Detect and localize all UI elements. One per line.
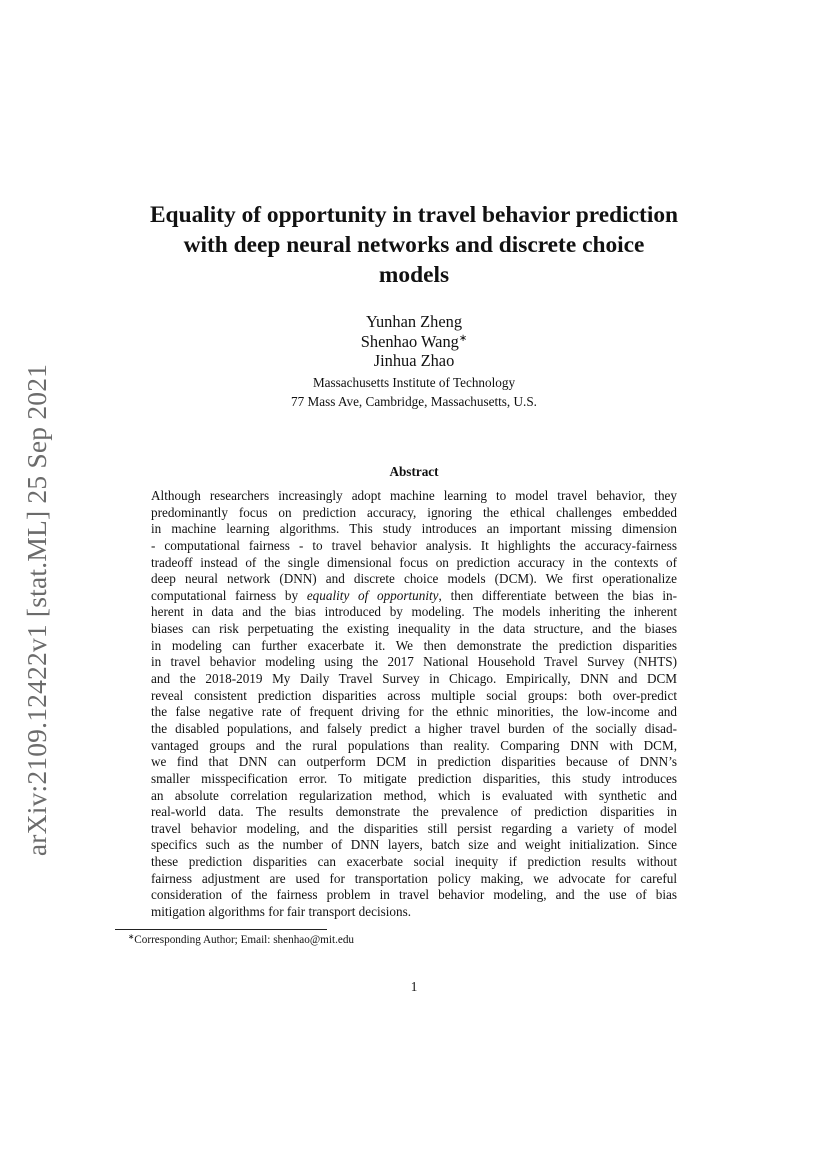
author-name: Yunhan Zheng	[365, 312, 463, 331]
abstract-line: real-world data. The results demonstrate the prevalence of prediction disparities in	[151, 804, 677, 820]
arxiv-identifier: arXiv:2109.12422v1 [stat.ML] 25 Sep 2021	[21, 363, 52, 857]
corresponding-author-mark: ∗	[458, 332, 468, 344]
abstract-line: deep neural network (DNN) and discrete choice models (DCM). We first operationalize	[151, 571, 677, 587]
abstract-line: and the 2018-2019 My Daily Travel Survey in Chicago. Empirically, DNN and DCM	[151, 671, 677, 687]
paper-title	[100, 200, 728, 290]
footnote-mark: ∗	[128, 932, 135, 941]
footnote-text: Corresponding Author; Email: shenhao@mit.edu	[134, 934, 355, 946]
abstract-line-with-emphasis	[151, 588, 677, 605]
abstract-line: travel behavior modeling, and the disparities still persist regarding a variety of model	[151, 820, 677, 836]
abstract-line: predominantly focus on prediction accuracy, ignoring the ethical challenges embedded	[151, 504, 677, 520]
abstract-line: Although researchers increasingly adopt machine learning to model travel behavior, they	[151, 488, 677, 503]
abstract-line: - computational fairness - to travel behavior analysis. It highlights the accuracy-fairness	[151, 537, 677, 553]
page-number: 1	[410, 979, 418, 994]
abstract-line: smaller misspecification error. To mitigate prediction disparities, this study introduces	[151, 770, 677, 786]
title-line: with deep neural networks and discrete choice	[183, 232, 645, 258]
affiliation: Massachusetts Institute of Technology	[312, 374, 516, 390]
footnote	[128, 933, 354, 948]
abstract-line: fairness adjustment are used for transportation policy making, we advocate for careful	[151, 870, 677, 886]
abstract-line: biases can risk perpetuating the existing inequality in the data structure, and the biases	[151, 621, 677, 637]
abstract-line: in modeling can further exacerbate it. We then demonstrate the prediction disparities	[151, 637, 677, 653]
title-line: Equality of opportunity in travel behavior prediction	[149, 202, 679, 228]
author-block	[100, 312, 728, 412]
abstract-line: in machine learning algorithms. This study introduces an important missing dimension	[151, 521, 677, 537]
emphasized-term: equality of opportunity	[306, 587, 439, 603]
abstract-line: specifics such as the number of DNN layers, batch size and weight initialization. Since	[151, 837, 677, 853]
abstract-line: reveal consistent prediction disparities across multiple social groups: both over-predict	[151, 687, 677, 703]
abstract-line: the false negative rate of frequent driving for the ethnic minorities, the low-income and	[151, 704, 677, 720]
abstract-line: in travel behavior modeling using the 2017 National Household Travel Survey (NHTS)	[151, 654, 677, 670]
abstract-line: we find that DNN can outperform DCM in prediction disparities because of DNN’s	[151, 754, 677, 770]
author-name: Jinhua Zhao	[373, 351, 455, 370]
abstract-line: herent in data and the bias introduced by modeling. The models inheriting the inherent	[151, 604, 677, 620]
abstract-body	[151, 488, 677, 921]
abstract-line: tradeoff instead of the single dimensional focus on prediction accuracy in the contexts of	[151, 554, 677, 570]
abstract-line: the disabled populations, and falsely predict a higher travel burden of the socially disad-	[151, 720, 677, 736]
author-name-corresponding	[100, 332, 728, 352]
footnote-divider	[115, 929, 327, 930]
title-line: models	[378, 262, 450, 288]
abstract-heading: Abstract	[389, 464, 439, 479]
abstract-line: vantaged groups and the rural populations than reality. Comparing DNN with DCM,	[151, 737, 677, 753]
abstract-text: computational fairness by	[151, 587, 307, 603]
affiliation-address: 77 Mass Ave, Cambridge, Massachusetts, U.S.	[291, 394, 537, 409]
abstract-text: , then differentiate between the bias in-	[438, 587, 677, 603]
abstract-line: these prediction disparities can exacerbate social inequity if prediction results without	[151, 854, 677, 870]
abstract-line: mitigation algorithms for fair transport decisions.	[151, 904, 412, 920]
abstract-line: an absolute correlation regularization method, which is evaluated with synthetic and	[151, 787, 677, 803]
author-name: Shenhao Wang	[360, 331, 459, 351]
abstract-line: consideration of the fairness problem in travel behavior modeling, and the use of bias	[151, 887, 677, 903]
